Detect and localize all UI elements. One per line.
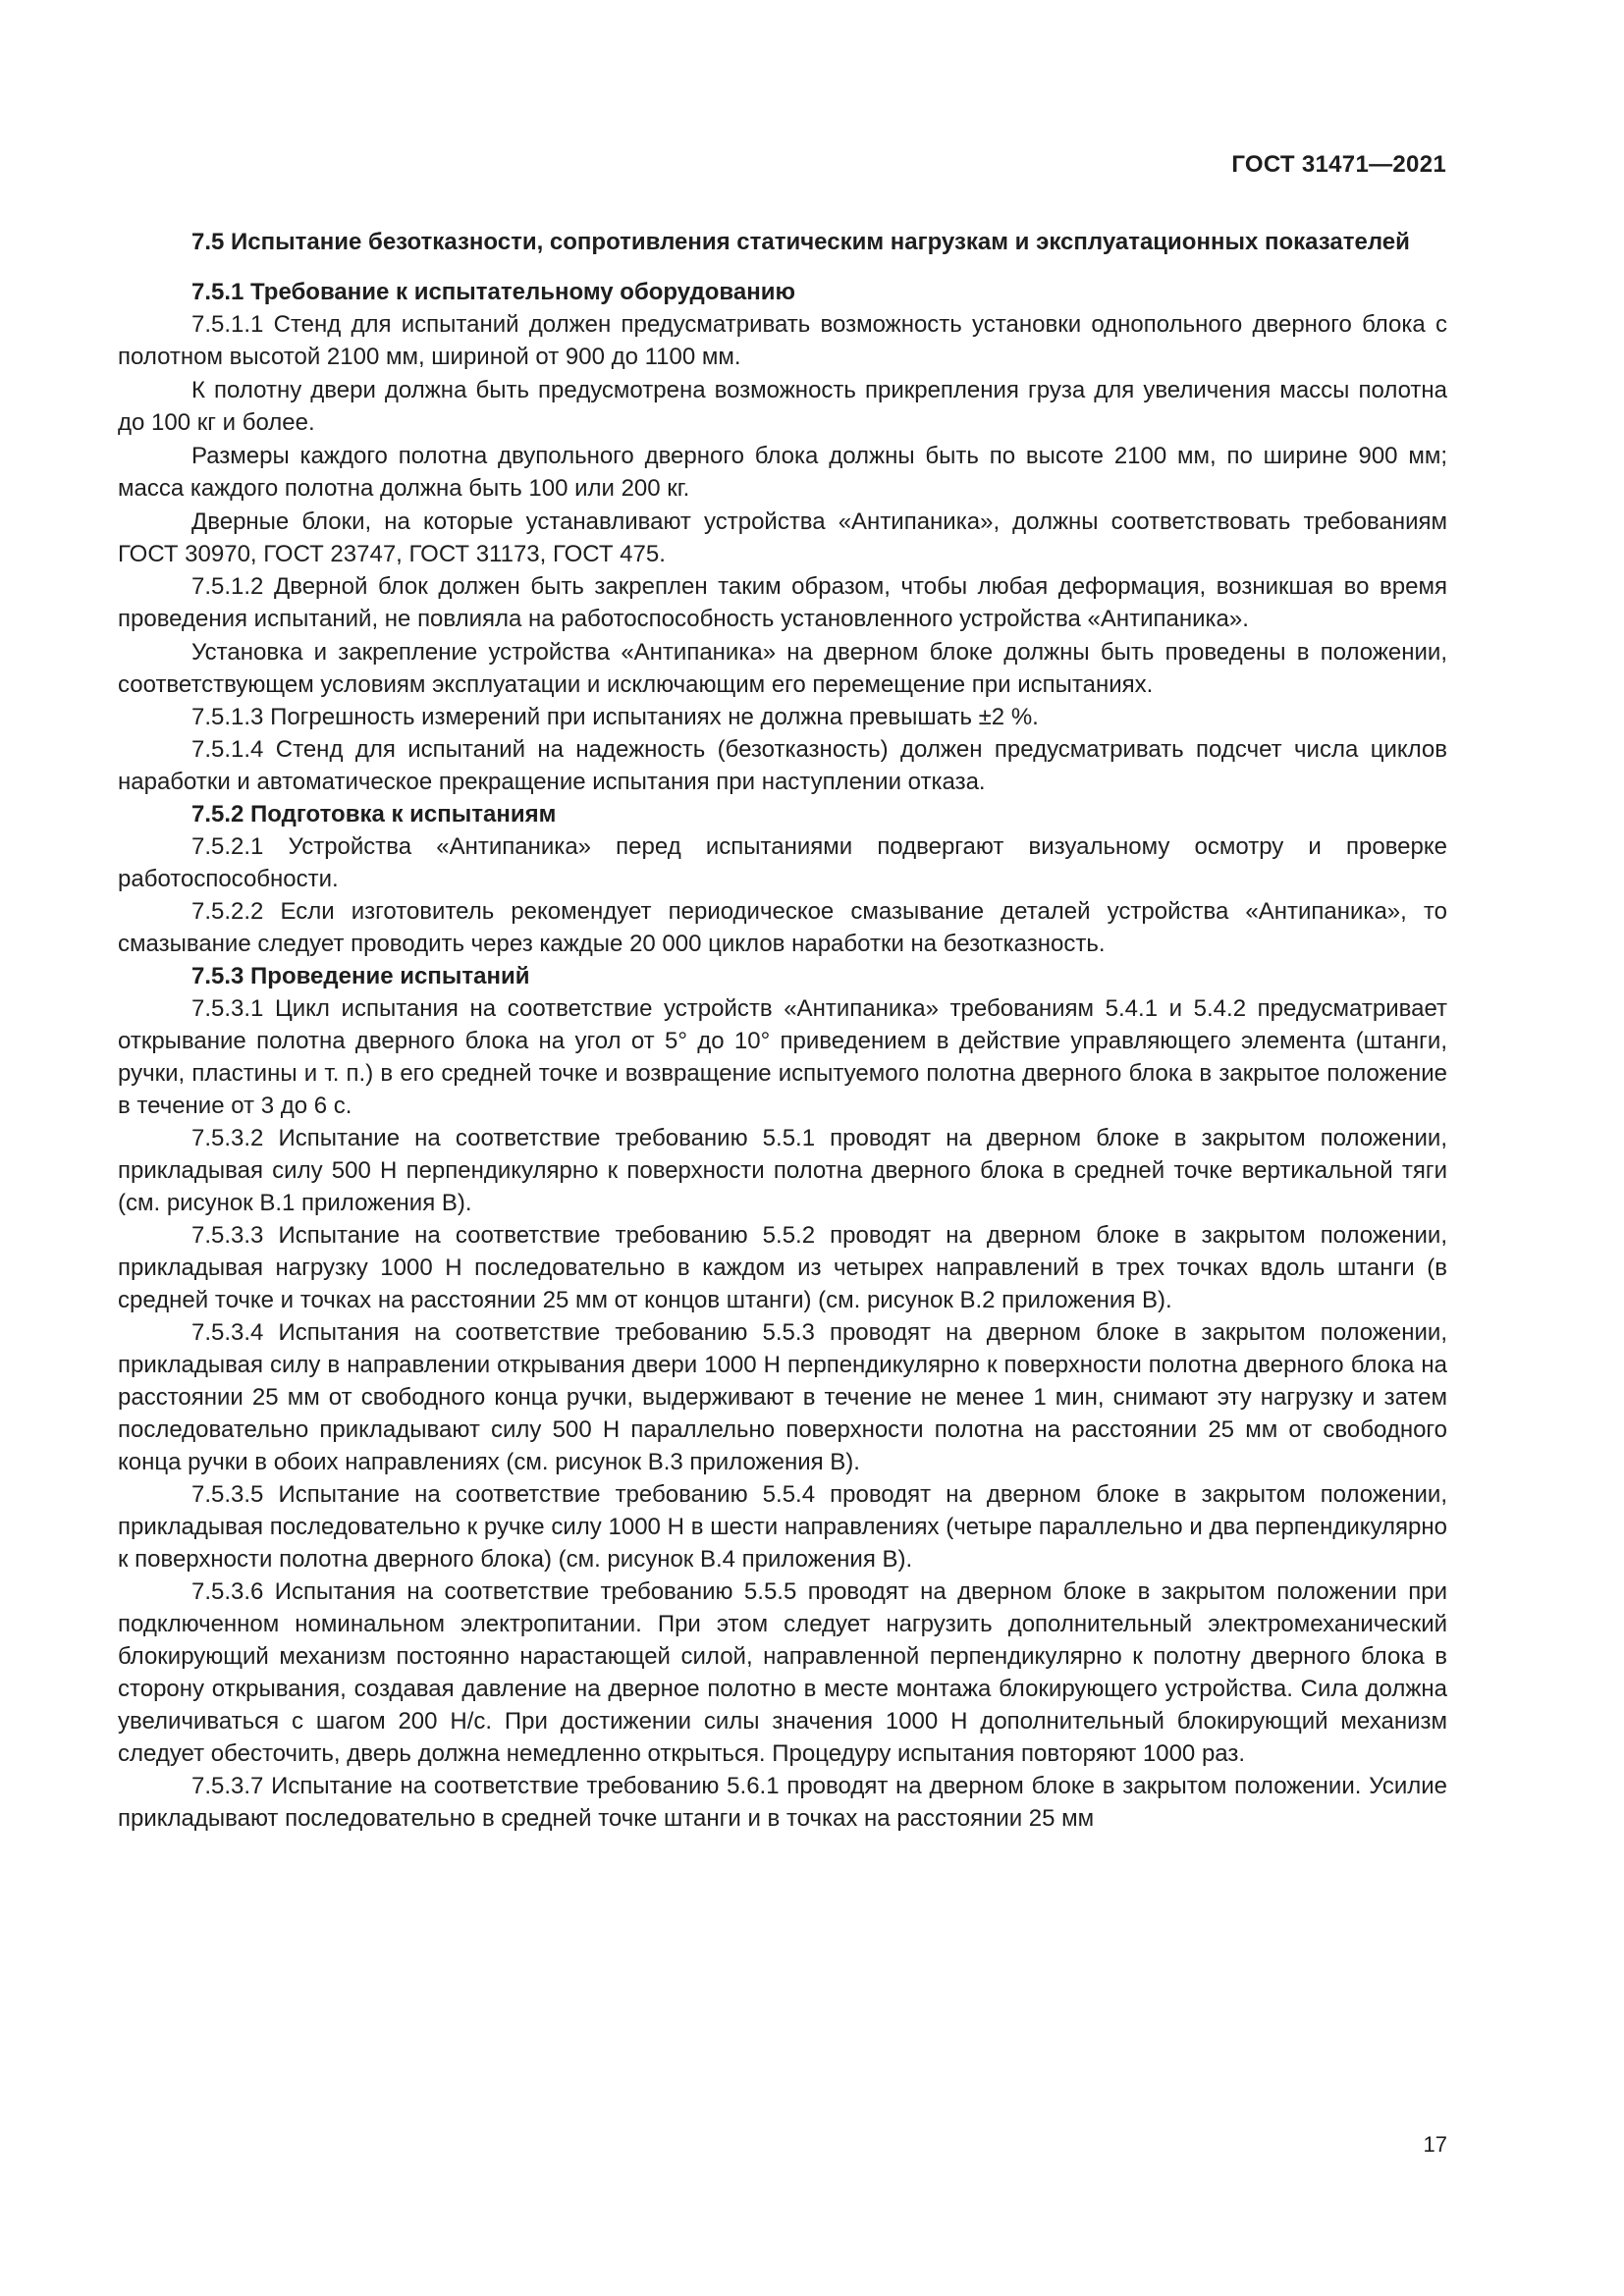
paragraph-7-5-3-1: 7.5.3.1 Цикл испытания на соответствие устройств «Антипаника» требованиям 5.4.1 и 5.4.2 предусматривает открывание полотна дверного блока на угол от 5° до 10° приведением в действие управляющего элемента (штанги, ручки, пластины и т. п.) в его средней точке и возвращение испытуемого полотна дверного блока в закрытое положение в течение от 3 до 6 с. bbox=[118, 995, 1447, 1119]
paragraph-7-5-1-1: 7.5.1.1 Стенд для испытаний должен предусматривать возможность установки однопольного дверного блока с полотном высотой 2100 мм, шириной от 900 до 1100 мм. bbox=[118, 311, 1447, 370]
paragraph-7-5-1-2: 7.5.1.2 Дверной блок должен быть закреплен таким образом, чтобы любая деформация, возникшая во время проведения испытаний, не повлияла на работоспособность установленного устройства «Антипаника». bbox=[118, 573, 1447, 632]
paragraph-7-5-3-3: 7.5.3.3 Испытание на соответствие требованию 5.5.2 проводят на дверном блоке в закрытом положении, прикладывая нагрузку 1000 Н последовательно в каждом из четырех направлений в трех точках вдоль штанги (в средней точке и точках на расстоянии 25 мм от концов штанги) (см. рисунок В.2 приложения В). bbox=[118, 1222, 1447, 1313]
paragraph-7-5-3-4: 7.5.3.4 Испытания на соответствие требованию 5.5.3 проводят на дверном блоке в закрытом положении, прикладывая силу в направлении открывания двери 1000 Н перпендикулярно к поверхности полотна дверного блока на расстоянии 25 мм от свободного конца ручки, выдерживают в течение не менее 1 мин, снимают эту нагрузку и затем последовательно прикладывают силу 500 Н параллельно поверхности полотна на расстоянии 25 мм от свободного конца ручки в обоих направлениях (см. рисунок В.3 приложения В). bbox=[118, 1319, 1447, 1475]
paragraph-7-5-1-4: 7.5.1.4 Стенд для испытаний на надежность (безотказность) должен предусматривать подсчет числа циклов наработки и автоматическое прекращение испытания при наступлении отказа. bbox=[118, 736, 1447, 795]
paragraph-7-5-2-1: 7.5.2.1 Устройства «Антипаника» перед испытаниями подвергают визуальному осмотру и проверке работоспособности. bbox=[118, 833, 1447, 892]
paragraph-7-5-1-1-c: Размеры каждого полотна двупольного дверного блока должны быть по высоте 2100 мм, по ширине 900 мм; масса каждого полотна должна быть 100 или 200 кг. bbox=[118, 443, 1447, 502]
section-7-5-1-title: 7.5.1 Требование к испытательному оборудованию bbox=[191, 279, 795, 305]
paragraph-7-5-2-2: 7.5.2.2 Если изготовитель рекомендует периодическое смазывание деталей устройства «Антипаника», то смазывание следует проводить через каждые 20 000 циклов наработки на безотказность. bbox=[118, 898, 1447, 957]
paragraph-7-5-1-1-d: Дверные блоки, на которые устанавливают устройства «Антипаника», должны соответствовать требованиям ГОСТ 30970, ГОСТ 23747, ГОСТ 31173, ГОСТ 475. bbox=[118, 508, 1447, 567]
paragraph-7-5-1-1-b: К полотну двери должна быть предусмотрена возможность прикрепления груза для увеличения массы полотна до 100 кг и более. bbox=[118, 377, 1447, 436]
paragraph-7-5-1-2-b: Установка и закрепление устройства «Антипаника» на дверном блоке должны быть проведены в положении, соответствующем условиям эксплуатации и исключающим его перемещение при испытаниях. bbox=[118, 639, 1447, 698]
page-body bbox=[118, 226, 1447, 1835]
page-number: 17 bbox=[1423, 2132, 1447, 2157]
paragraph-7-5-3-7: 7.5.3.7 Испытание на соответствие требованию 5.6.1 проводят на дверном блоке в закрытом положении. Усилие прикладывают последовательно в средней точке штанги и в точках на расстоянии 25 мм bbox=[118, 1773, 1447, 1832]
paragraph-7-5-1-3: 7.5.1.3 Погрешность измерений при испытаниях не должна превышать ±2 %. bbox=[191, 704, 1039, 730]
paragraph-7-5-3-2: 7.5.3.2 Испытание на соответствие требованию 5.5.1 проводят на дверном блоке в закрытом положении, прикладывая силу 500 Н перпендикулярно к поверхности полотна дверного блока в средней точке вертикальной тяги (см. рисунок В.1 приложения В). bbox=[118, 1125, 1447, 1216]
section-7-5-title: 7.5 Испытание безотказности, сопротивления статическим нагрузкам и эксплуатационных показателей bbox=[191, 229, 1410, 255]
paragraph-7-5-3-5: 7.5.3.5 Испытание на соответствие требованию 5.5.4 проводят на дверном блоке в закрытом положении, прикладывая последовательно к ручке силу 1000 Н в шести направлениях (четыре параллельно и два перпендикулярно к поверхности полотна дверного блока) (см. рисунок В.4 приложения В). bbox=[118, 1481, 1447, 1573]
section-7-5-3-title: 7.5.3 Проведение испытаний bbox=[191, 963, 530, 989]
section-7-5-2-title: 7.5.2 Подготовка к испытаниям bbox=[191, 801, 557, 828]
paragraph-7-5-3-6: 7.5.3.6 Испытания на соответствие требованию 5.5.5 проводят на дверном блоке в закрытом положении при подключенном номинальном электропитании. При этом следует нагрузить дополнительный электромеханический блокирующий механизм постоянно нарастающей силой, направленной перпендикулярно к полотну дверного блока в сторону открывания, создавая давление на дверное полотно в месте монтажа блокирующего устройства. Сила должна увеличиваться с шагом 200 Н/с. При достижении силы значения 1000 Н дополнительный блокирующий механизм следует обесточить, дверь должна немедленно открыться. Процедуру испытания повторяют 1000 раз. bbox=[118, 1578, 1447, 1767]
document-code: ГОСТ 31471—2021 bbox=[1231, 151, 1446, 178]
